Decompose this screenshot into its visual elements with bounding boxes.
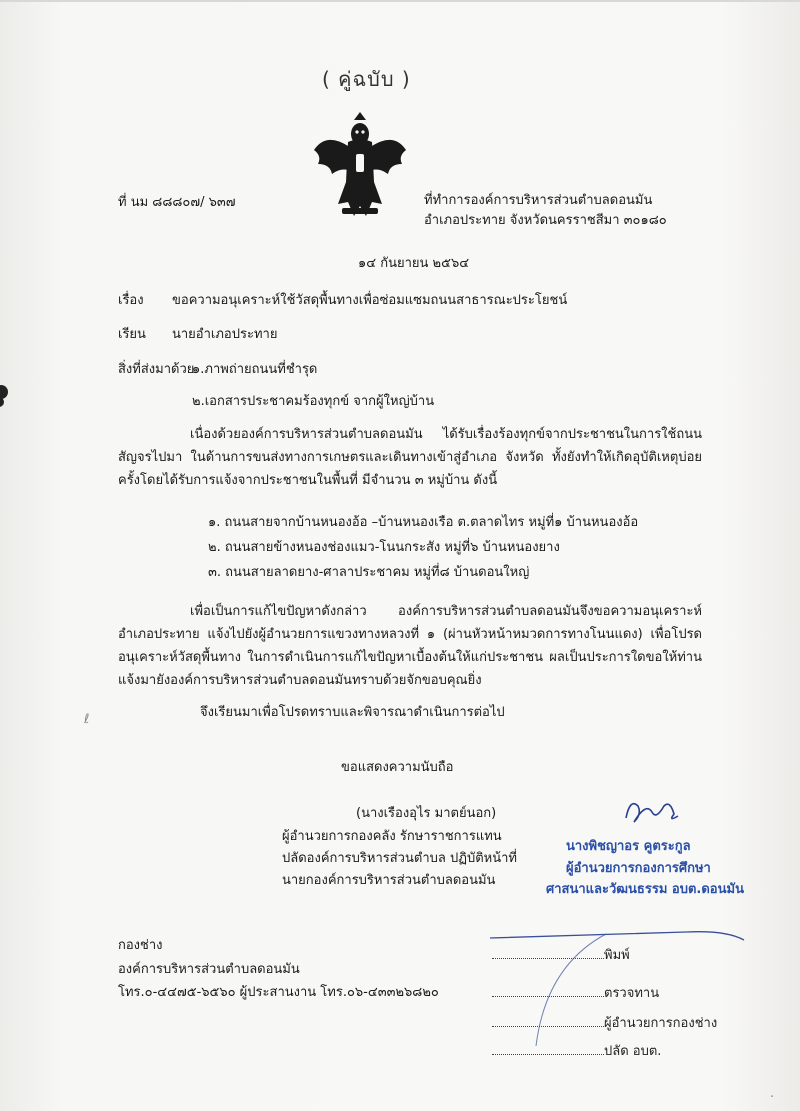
dotted-line xyxy=(492,984,604,997)
subject-text: ขอความอนุเคราะห์ใช้วัสดุพื้นทางเพื่อซ่อมแซมถนนสาธารณะประโยชน์ xyxy=(172,293,568,308)
enclosure-label: สิ่งที่ส่งมาด้วย xyxy=(118,362,195,377)
routing-label: ปลัด อบต. xyxy=(604,1044,662,1059)
handwritten-signature-icon xyxy=(620,792,684,832)
garuda-emblem-icon xyxy=(308,112,412,222)
edu-stamp-line: นางพิชญาอร คูตระกูล xyxy=(566,839,691,854)
dotted-line xyxy=(492,1042,604,1055)
dotted-line xyxy=(492,946,604,959)
regards: ขอแสดงความนับถือ xyxy=(341,760,454,775)
corner-mark: · xyxy=(770,1090,775,1105)
letter-date: ๑๔ กันยายน ๒๕๖๔ xyxy=(358,256,470,271)
routing-row xyxy=(492,1040,661,1061)
enclosure-item: ๒.เอกสารประชาคมร้องทุกข์ จากผู้ใหญ่บ้าน xyxy=(192,394,435,409)
signer-title: ปลัดองค์การบริหารส่วนตำบล ปฏิบัติหน้าที่ xyxy=(282,851,517,866)
closing-line: จึงเรียนมาเพื่อโปรดทราบและพิจารณาดำเนินการต่อไป xyxy=(200,705,505,720)
signer-title: ผู้อำนวยการกองคลัง รักษาราชการแทน xyxy=(282,829,502,844)
list-item: ๒. ถนนสายข้างหนองช่องแมว-โนนกระสัง หมู่ที่๖ บ้านหนองยาง xyxy=(208,540,560,555)
signer-title: นายกองค์การบริหารส่วนตำบลดอนมัน xyxy=(282,873,496,888)
recipient: นายอำเภอประทาย xyxy=(172,327,278,342)
list-item: ๑. ถนนสายจากบ้านหนองอ้อ –บ้านหนองเรือ ต.ตลาดไทร หมู่ที่๑ บ้านหนองอ้อ xyxy=(208,515,639,530)
routing-row xyxy=(492,1012,717,1033)
routing-row xyxy=(492,944,630,965)
subject-label: เรื่อง xyxy=(118,293,144,308)
routing-label: ผู้อำนวยการกองช่าง xyxy=(604,1016,718,1031)
reference-number: ที่ นม ๘๘๘๐๗/ ๖๓๗ xyxy=(118,195,236,210)
margin-mark: ℓ xyxy=(84,712,90,727)
office-address-line2: อำเภอประทาย จังหวัดนครราชสีมา ๓๐๑๘๐ xyxy=(424,213,667,228)
to-label: เรียน xyxy=(118,327,146,342)
routing-row xyxy=(492,982,659,1003)
signer-name: (นางเรืองอุไร มาตย์นอก) xyxy=(356,806,497,821)
routing-label: ตรวจทาน xyxy=(604,986,660,1001)
enclosure-item: ๑.ภาพถ่ายถนนที่ชำรุด xyxy=(192,362,318,377)
footer-phone: โทร.๐-๔๔๗๕-๖๕๖๐ ผู้ประสานงาน โทร.๐๖-๔๓๓๒๖๘๒๐ xyxy=(118,985,439,1000)
dotted-line xyxy=(492,1014,604,1027)
office-address-line1: ที่ทำการองค์การบริหารส่วนตำบลดอนมัน xyxy=(424,193,653,208)
body-paragraph-1: เนื่องด้วยองค์การบริหารส่วนตำบลดอนมัน ได้รับเรื่องร้องทุกข์จากประชาชนในการใช้ถนนสัญจรไปมา ในด้านการขนส่งทางการเกษตรและเดินทางเข้าสู่อำเภอ จังหวัด ทั้งยังทำให้เกิดอุบัติเหตุบ่อยครั้งโดยได้รับการแจ้งจากประชาชนในพื้นที่ มีจำนวน ๓ หมู่บ้าน ดังนี้ xyxy=(118,427,702,488)
body-paragraph-2: เพื่อเป็นการแก้ไขปัญหาดังกล่าว องค์การบริหารส่วนตำบลดอนมันจึงขอความอนุเคราะห์อำเภอประทาย แจ้งไปยังผู้อำนวยการแขวงทางหลวงที่ ๑ (ผ่านหัวหน้าหมวดการทางโนนแดง) เพื่อโปรดอนุเคราะห์วัสดุพื้นทาง ในการดำเนินการแก้ไขปัญหาเบื้องต้นให้แก่ประชาชน ผลเป็นประการใดขอให้ท่านแจ้งมายังองค์การบริหารส่วนตำบลดอนมันทราบด้วยจักขอบคุณยิ่ง xyxy=(118,604,702,688)
footer-org: องค์การบริหารส่วนตำบลดอนมัน xyxy=(118,962,300,977)
routing-label: พิมพ์ xyxy=(604,948,630,963)
edu-stamp-line: ศาสนาและวัฒนธรรม อบต.ดอนมัน xyxy=(546,882,744,897)
edu-stamp-line: ผู้อำนวยการกองการศึกษา xyxy=(566,861,711,876)
copy-label: ( คู่ฉบับ ) xyxy=(322,67,411,91)
list-item: ๓. ถนนสายลาดยาง-ศาลาประชาคม หมู่ที่๘ บ้านดอนใหญ่ xyxy=(208,565,530,580)
footer-dept: กองช่าง xyxy=(118,938,163,953)
scan-edge xyxy=(0,0,800,2)
